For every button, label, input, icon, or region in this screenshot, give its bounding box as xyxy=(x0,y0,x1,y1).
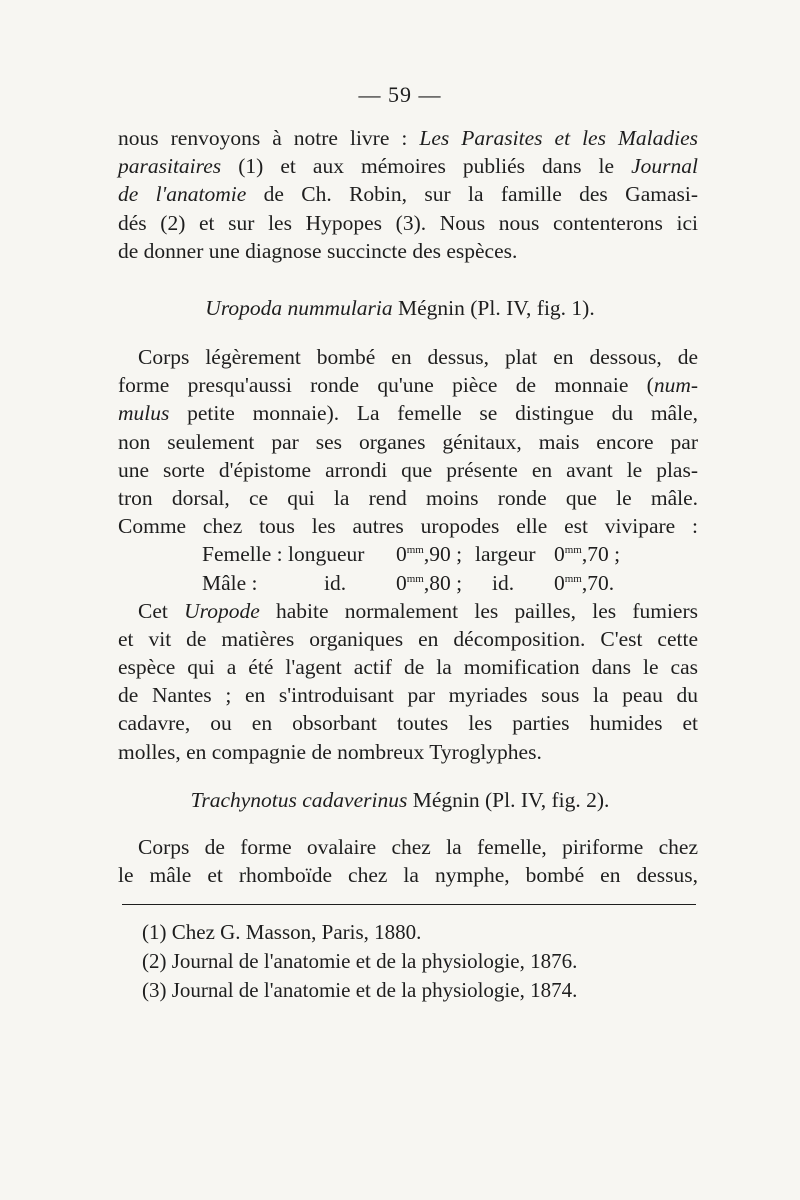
text-line: de l'anatomie de Ch. Robin, sur la famille des Gamasi- xyxy=(118,182,698,207)
page-number: — 59 — xyxy=(358,82,442,107)
footnote: (2) Journal de l'anatomie et de la physiologie, 1876. xyxy=(142,949,578,973)
species-heading-trachynotus: Trachynotus cadaverinus Mégnin (Pl. IV, fig. 2). xyxy=(190,788,610,812)
text-line: cadavre, ou en obsorbant toutes les parties humides et xyxy=(118,711,698,736)
text-line: Comme chez tous les autres uropodes elle est vivipare : xyxy=(118,514,698,539)
footnote-divider xyxy=(122,904,696,905)
text-line: mulus petite monnaie). La femelle se distingue du mâle, xyxy=(118,401,698,426)
text-line: non seulement par ses organes génitaux, mais encore par xyxy=(118,429,698,454)
text-line: nous renvoyons à notre livre : Les Parasites et les Maladies xyxy=(118,126,698,150)
text-line: Cet Uropode habite normalement les pailles, les fumiers xyxy=(138,598,699,623)
text-line: espèce qui a été l'agent actif de la momification dans le cas xyxy=(118,655,698,680)
measure-row-female: Femelle : longueur $0^{mm},90$ ; largeur $0^{mm},70$ ; xyxy=(202,542,621,567)
text-line: et vit de matières organiques en décomposition. C'est cette xyxy=(118,626,698,651)
measure-row-male: Mâle : id. $0^{mm},80$ ; id. $0^{mm},70$. xyxy=(202,570,615,595)
text-line: Corps de forme ovalaire chez la femelle, piriforme chez xyxy=(138,835,698,859)
footnote: (3) Journal de l'anatomie et de la physiologie, 1874. xyxy=(142,978,578,1002)
text-line: Corps légèrement bombé en dessus, plat en dessous, de xyxy=(138,345,698,369)
species-heading-uropoda: Uropoda nummularia Mégnin (Pl. IV, fig. 1). xyxy=(205,296,595,320)
text-line: de Nantes ; en s'introduisant par myriades sous la peau du xyxy=(118,683,698,708)
text-line: parasitaires (1) et aux mémoires publiés dans le Journal xyxy=(118,154,698,179)
footnotes xyxy=(142,918,702,1005)
book-title: Les Parasites et les Maladies xyxy=(419,126,698,150)
footnote: (1) Chez G. Masson, Paris, 1880. xyxy=(142,920,422,944)
intro-paragraph xyxy=(118,124,698,265)
species-name: Trachynotus cadaverinus xyxy=(190,788,408,812)
text-line: une sorte d'épistome arrondi que présente en avant le plas- xyxy=(118,457,698,482)
species-name: Uropoda nummularia xyxy=(205,296,393,320)
book-title-cont: parasitaires xyxy=(118,154,222,179)
text-line: de donner une diagnose succincte des espèces. xyxy=(118,238,518,263)
text-line: dés (2) et sur les Hypopes (3). Nous nous contenterons ici xyxy=(118,210,698,235)
description-uropoda xyxy=(118,343,698,766)
text-line: tron dorsal, ce qui la rend moins ronde que le mâle. xyxy=(118,485,698,510)
text-line: forme presqu'aussi ronde qu'une pièce de monnaie (num- xyxy=(118,373,698,398)
text-line: le mâle et rhomboïde chez la nymphe, bombé en dessus, xyxy=(118,863,698,888)
text-line: molles, en compagnie de nombreux Tyroglyphes. xyxy=(118,739,542,764)
journal-title: Journal xyxy=(631,154,698,179)
description-trachynotus xyxy=(118,833,698,889)
journal-title-cont: de l'anatomie xyxy=(118,182,247,207)
